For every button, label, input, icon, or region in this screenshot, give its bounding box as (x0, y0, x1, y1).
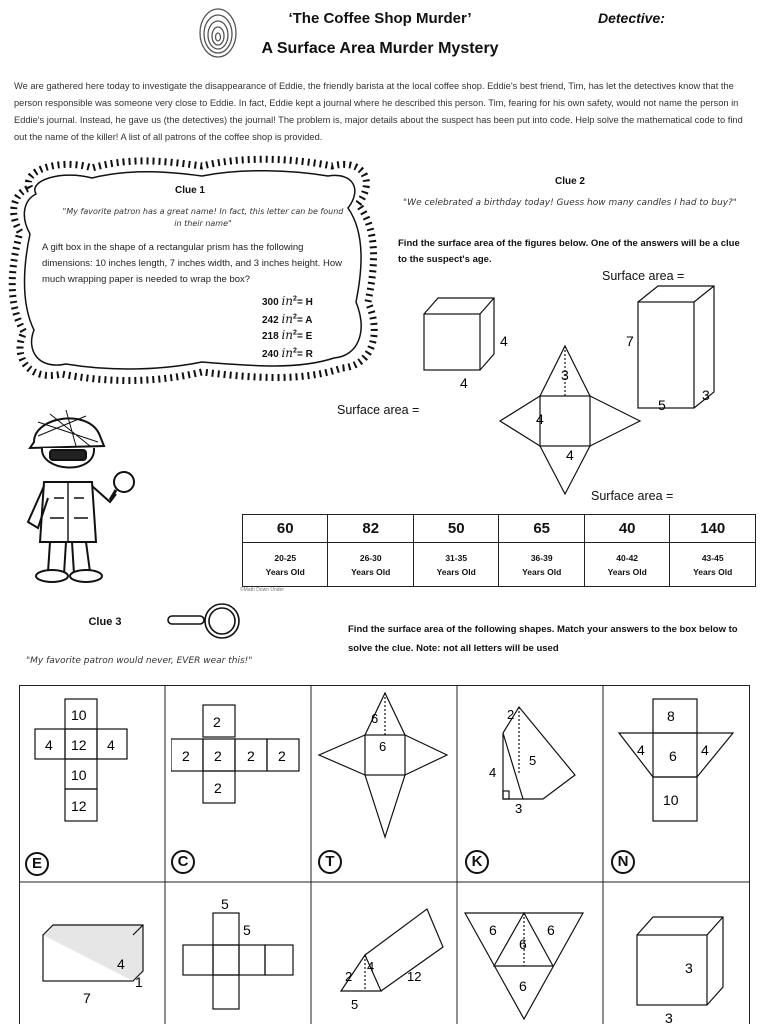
page-title-line1: ‘The Coffee Shop Murder’ (288, 10, 472, 27)
age-value: 50 (413, 515, 498, 543)
pyramid-side-label: 4 (536, 411, 544, 427)
clue1-problem: A gift box in the shape of a rectangular prism has the following dimensions: 10 inches length, 7 inches width, and 3 inches height. How much wrapping paper is needed to wrap the box? (42, 242, 342, 285)
box-length: 7 (83, 990, 91, 1006)
tri-prism-height: 4 (367, 959, 375, 974)
intro-paragraph: We are gathered here today to investigate the disappearance of Eddie, the friendly barista at the local coffee shop. Eddie's best friend, Tim, has let the detectives know that the person responsible was someone very close to Eddie. In fact, Eddie kept a journal where he described this person. Tim, fearing for his own safety, would not name the person in Eddie's journal. Instead, he gave us (the detectives) the journal! The problem is, major details about the suspect has been put into code. Help solve the mathematical code to find out the name of the killer! A list of all patrons of the coffee shop is provided. (14, 81, 743, 142)
tri-prism-bottom: 5 (351, 997, 359, 1012)
clue2-instructions: Find the surface area of the figures below. One of the answers will be a clue to the suspect's age. (398, 238, 740, 265)
cube-surface-area-label: Surface area = (337, 403, 420, 417)
net-c-right1: 2 (247, 748, 255, 764)
age-range: 43-45 Years Old (670, 543, 756, 587)
age-table (242, 514, 756, 587)
clue1-answer-r: 240 $in^2= R$ (262, 346, 313, 360)
prism-k-top: 2 (507, 707, 515, 722)
net-e-figure (33, 697, 153, 827)
cube-side-label: 4 (500, 333, 508, 349)
clue2-figures (410, 280, 730, 500)
net-c-top: 2 (213, 714, 221, 730)
age-value: 140 (670, 515, 756, 543)
net-t-side: 6 (379, 739, 387, 754)
prism-width-label: 5 (658, 397, 666, 413)
tri-net-figure (463, 911, 597, 1023)
clue2-title: Clue 2 (554, 176, 585, 187)
prism-k-base: 3 (515, 801, 523, 813)
tri-net-center: 6 (519, 936, 527, 952)
detective-illustration (20, 402, 150, 586)
clue1-answer-h: 300 $in^2= H$ (262, 294, 313, 308)
clue1-answer-e: 218 $in^2= E$ (262, 328, 313, 342)
net-e-top: 10 (71, 707, 87, 723)
age-value: 65 (499, 515, 584, 543)
age-range: 36-39 Years Old (499, 543, 584, 587)
net-t-slant: 6 (371, 711, 379, 726)
clue3-instructions: Find the surface area of the following shapes. Match your answers to the box below to solve the clue. Note: not all letters will be used (348, 624, 738, 654)
tri-prism-figure (331, 905, 457, 1015)
net-n-center: 6 (669, 748, 677, 764)
cube-bottom-label: 4 (460, 375, 468, 391)
prism-surface-area-label: Surface area = (602, 269, 685, 283)
net-t-figure (317, 691, 451, 841)
net-e-mid-bottom: 10 (71, 767, 87, 783)
tri-net-left: 6 (489, 922, 497, 938)
cross-top: 5 (221, 896, 229, 912)
pyramid-bottom-label: 4 (566, 447, 574, 463)
age-value: 82 (328, 515, 413, 543)
net-c-center: 2 (214, 748, 222, 764)
letter-t-circle: T (318, 850, 342, 874)
prism-k-height: 4 (489, 765, 497, 780)
clue1-answer-a: 242 $in^2= A$ (262, 312, 313, 326)
net-e-center: 12 (71, 737, 87, 753)
net-n-top: 8 (667, 708, 675, 724)
cube-small-bottom: 3 (665, 1010, 673, 1024)
pyramid-surface-area-label: Surface area = (591, 489, 674, 503)
prism-k-figure (479, 703, 599, 813)
clue3-quote: "My favorite patron would never, EVER wear this!" (26, 656, 253, 666)
age-range: 26-30 Years Old (328, 543, 413, 587)
net-e-right: 4 (107, 737, 115, 753)
cross-net-figure (179, 895, 303, 1024)
magnifying-glass-icon (166, 600, 244, 642)
shapes-grid (19, 685, 750, 1024)
pyramid-slant-label: 3 (561, 367, 569, 383)
net-n-bottom: 10 (663, 792, 679, 808)
tri-prism-base: 2 (345, 969, 353, 984)
age-table-values-row (243, 515, 756, 543)
tri-prism-length: 12 (407, 969, 422, 984)
net-n-right: 4 (701, 742, 709, 758)
prism-k-hyp: 5 (529, 753, 537, 768)
clue1-quote: "My favorite patron has a great name! In fact, this letter can be found in their name" (62, 207, 344, 228)
net-c-bottom: 2 (214, 780, 222, 796)
detective-label: Detective: (598, 10, 665, 26)
net-e-left: 4 (45, 737, 53, 753)
cube-small-side: 3 (685, 960, 693, 976)
prism-depth-label: 3 (702, 387, 710, 403)
credit-text: ©Math Down Under (240, 587, 284, 593)
tri-net-right: 6 (547, 922, 555, 938)
clue3-title: Clue 3 (88, 616, 122, 628)
letter-k-circle: K (465, 850, 489, 874)
age-range: 40-42 Years Old (584, 543, 669, 587)
net-c-figure (171, 703, 311, 813)
age-value: 60 (243, 515, 328, 543)
net-e-bottom: 12 (71, 798, 87, 814)
age-range: 20-25 Years Old (243, 543, 328, 587)
net-n-figure (617, 697, 749, 827)
tri-net-bottom: 6 (519, 978, 527, 994)
letter-c-circle: C (171, 850, 195, 874)
box-prism-figure (35, 911, 161, 1011)
prism-height-label: 7 (626, 333, 634, 349)
box-depth: 1 (135, 974, 143, 990)
letter-e-circle: E (25, 852, 49, 876)
age-value: 40 (584, 515, 669, 543)
page-title-line2: A Surface Area Murder Mystery (261, 40, 499, 57)
letter-n-circle: N (611, 850, 635, 874)
net-c-left: 2 (182, 748, 190, 764)
cube-small-figure (619, 905, 743, 1024)
clue1-title: Clue 1 (174, 185, 205, 196)
cross-right: 5 (243, 922, 251, 938)
age-table-ranges-row (243, 543, 756, 587)
clue2-quote: "We celebrated a birthday today! Guess how many candles I had to buy?" (403, 198, 737, 208)
age-range: 31-35 Years Old (413, 543, 498, 587)
net-c-right2: 2 (278, 748, 286, 764)
net-n-left: 4 (637, 742, 645, 758)
box-height: 4 (117, 956, 125, 972)
